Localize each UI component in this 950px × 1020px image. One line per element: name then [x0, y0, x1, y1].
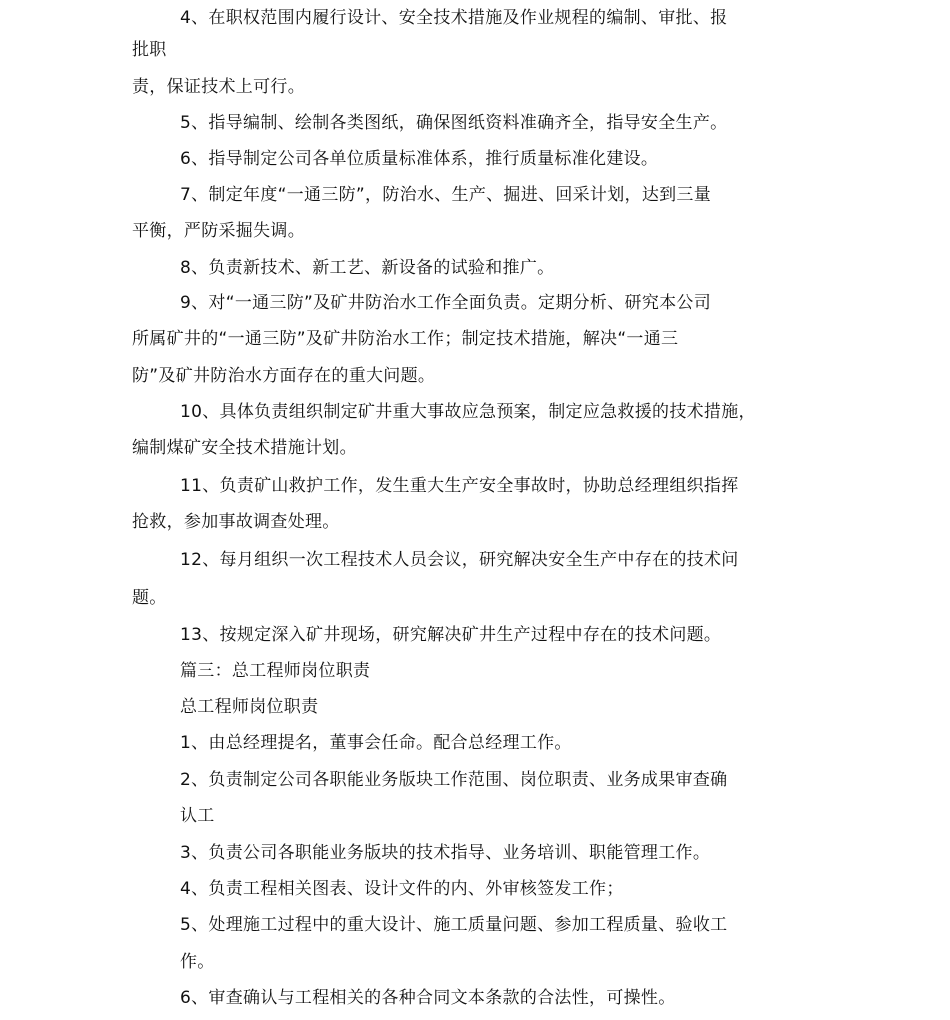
text-line: 平衡，严防采掘失调。 — [132, 221, 305, 241]
section-heading: 篇三：总工程师岗位职责 — [180, 661, 371, 681]
text-line: 编制煤矿安全技术措施计划。 — [132, 438, 357, 458]
text-line: 所属矿井的“一通三防”及矿井防治水工作；制定技术措施，解决“一通三 — [132, 329, 679, 349]
text-line: 3、负责公司各职能业务版块的技术指导、业务培训、职能管理工作。 — [180, 843, 711, 863]
text-line: 批职 — [132, 40, 167, 60]
text-line: 题。 — [132, 588, 167, 608]
text-line: 责，保证技术上可行。 — [132, 77, 305, 97]
text-line: 作。 — [180, 952, 215, 972]
text-line: 5、处理施工过程中的重大设计、施工质量问题、参加工程质量、验收工 — [180, 915, 728, 935]
text-line: 认工 — [180, 806, 215, 826]
text-line: 防”及矿井防治水方面存在的重大问题。 — [132, 366, 436, 386]
text-line: 13、按规定深入矿井现场，研究解决矿井生产过程中存在的技术问题。 — [180, 625, 722, 645]
text-line: 6、指导制定公司各单位质量标准体系，推行质量标准化建设。 — [180, 149, 659, 169]
text-line: 10、具体负责组织制定矿井重大事故应急预案，制定应急救援的技术措施， — [180, 402, 756, 422]
text-line: 12、每月组织一次工程技术人员会议，研究解决安全生产中存在的技术问 — [180, 550, 739, 570]
text-line: 抢救，参加事故调查处理。 — [132, 512, 340, 532]
section-subheading: 总工程师岗位职责 — [180, 697, 319, 717]
text-line: 4、在职权范围内履行设计、安全技术措施及作业规程的编制、审批、报 — [180, 8, 728, 28]
text-line: 7、制定年度“一通三防”，防治水、生产、掘进、回采计划，达到三量 — [180, 185, 712, 205]
text-line: 6、审查确认与工程相关的各种合同文本条款的合法性，可操性。 — [180, 988, 676, 1008]
text-line: 8、负责新技术、新工艺、新设备的试验和推广。 — [180, 258, 555, 278]
text-line: 2、负责制定公司各职能业务版块工作范围、岗位职责、业务成果审查确 — [180, 770, 728, 790]
text-line: 4、负责工程相关图表、设计文件的内、外审核签发工作； — [180, 879, 624, 899]
text-line: 9、对“一通三防”及矿井防治水工作全面负责。定期分析、研究本公司 — [180, 293, 712, 313]
text-line: 1、由总经理提名，董事会任命。配合总经理工作。 — [180, 733, 572, 753]
text-line: 11、负责矿山救护工作，发生重大生产安全事故时，协助总经理组织指挥 — [180, 476, 739, 496]
text-line: 5、指导编制、绘制各类图纸，确保图纸资料准确齐全，指导安全生产。 — [180, 113, 728, 133]
